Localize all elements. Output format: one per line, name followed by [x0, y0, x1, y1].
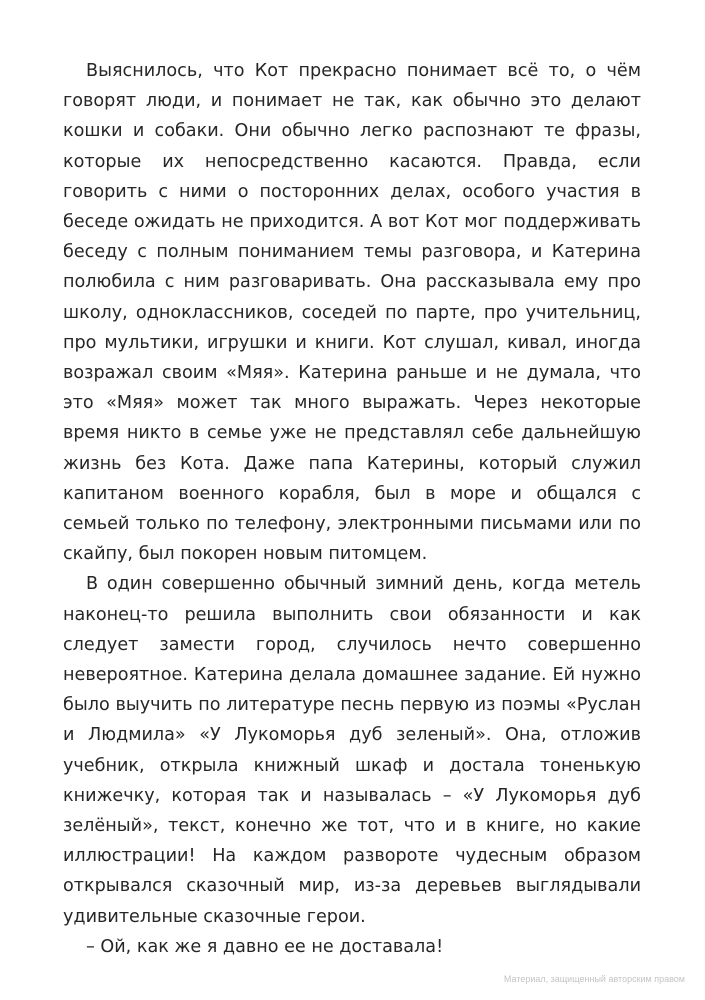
copyright-note: Материал, защищенный авторским правом: [503, 974, 685, 984]
paragraph: В один совершенно обычный зимний день, когда метель наконец-то решила выполнить свои обязанности и как следует замести город, случилось нечто совершенно невероятное. Катерина делала домашнее задание. Ей нужно было выучить по литературе песнь первую из поэмы «Руслан и Людмила» «У Лукоморья дуб зеленый». Она, отложив учебник, открыла книжный шкаф и достала тоненькую книжечку, которая так и называлась – «У Лукоморья дуб зелёный», текст, конечно же тот, что и в книге, но какие иллюстрации! На каждом развороте чудесным образом открывался сказочный мир, из-за деревьев выглядывали удивительные сказочные герои.: [63, 574, 641, 927]
paragraph: Выяснилось, что Кот прекрасно понимает всё то, о чём говорят люди, и понимает не так, как обычно это делают кошки и собаки. Они обычно легко распознают те фразы, которые их непосредственно касаются. Правда, если говорить с ними о посторонних делах, особого участия в беседе ожидать не приходится. А вот Кот мог поддерживать беседу с полным пониманием темы разговора, и Катерина полюбила с ним разговаривать. Она рассказывала ему про школу, одноклассников, соседей по парте, про учительниц, про мультики, игрушки и книги. Кот слушал, кивал, иногда возражал своим «Мяя». Катерина раньше и не думала, что это «Мяя» может так много выражать. Через некоторые время никто в семье уже не представлял себе дальнейшую жизнь без Кота. Даже папа Катерины, который служил капитаном военного корабля, был в море и общался с семьей только по телефону, электронными письмами или по скайпу, был покорен новым питомцем.: [63, 61, 641, 565]
paragraph: – Ой, как же я давно ее не доставала!: [86, 936, 444, 957]
body-text: [63, 56, 641, 962]
